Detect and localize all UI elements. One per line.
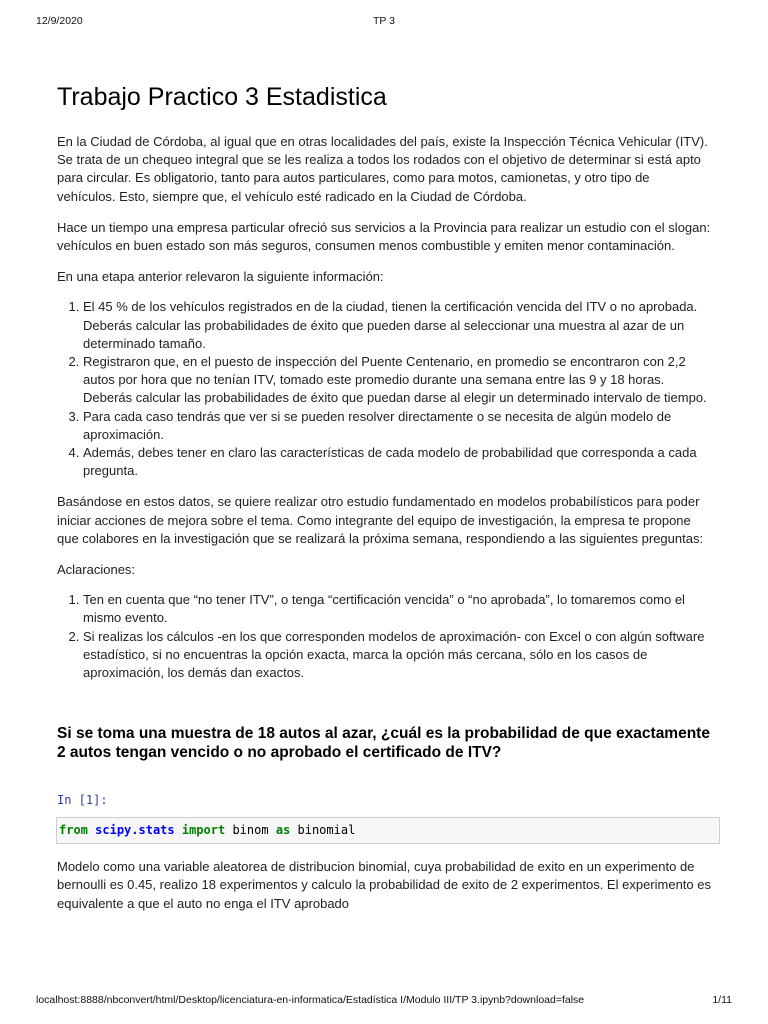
cell-prompt: In [1]:: [57, 793, 108, 808]
aclaraciones-list: [57, 591, 711, 682]
list-item: 1. Ten en cuenta que “no tener ITV”, o tenga “certificación vencida” o “no aprobada”, lo tomaremos como el mismo evento.: [83, 591, 711, 627]
code-alias: binomial: [297, 823, 356, 838]
code-module: scipy.stats: [95, 823, 175, 838]
code-cell[interactable]: [56, 817, 720, 844]
page-number: 1/11: [712, 994, 732, 1006]
list-item: 3. Para cada caso tendrás que ver si se pueden resolver directamente o se necesita de algún modelo de aproximación.: [83, 408, 711, 444]
slogan-paragraph: Hace un tiempo una empresa particular ofreció sus servicios a la Provincia para realizar un estudio con el slogan: vehículos en buen estado son más seguros, consumen menos combustible y emiten menor contaminación.: [57, 219, 711, 254]
code-keyword-import: import: [181, 823, 226, 838]
code-keyword-from: from: [59, 823, 88, 838]
info-intro-paragraph: En una etapa anterior relevaron la siguiente información:: [57, 269, 384, 285]
print-url: localhost:8888/nbconvert/html/Desktop/licenciatura-en-informatica/Estadística I/Modulo III/TP 3.ipynb?download=false: [36, 994, 585, 1006]
study-paragraph: Basándose en estos datos, se quiere realizar otro estudio fundamentado en modelos probabilísticos para poder iniciar acciones de mejora sobre el tema. Como integrante del equipo de investigación, la empresa te propone que colabores en la investigación que se realizará la próxima semana, respondiendo a las siguientes preguntas:: [57, 494, 704, 546]
print-footer: [0, 994, 768, 1008]
list-item: 2. Si realizas los cálculos -en los que corresponden modelos de aproximación- con Excel o con algún software estadístico, si no encuentras la opción exacta, marca la opción más cercana, sólo en los casos de aproximación, los demás dan exactos.: [83, 628, 711, 683]
model-paragraph: Modelo como una variable aleatorea de distribucion binomial, cuya probabilidad de exito en un experimento de bernoulli es 0.45, realizo 18 experimentos y calculo la probabilidad de exito de 2 experimentos. El experimento es equivalente a que el auto no enga el ITV aprobado: [57, 859, 711, 911]
print-title: TP 3: [373, 15, 395, 27]
code-name: binom: [232, 823, 269, 838]
print-header: [0, 15, 768, 29]
list-item: 1. El 45 % de los vehículos registrados en de la ciudad, tienen la certificación vencida del ITV o no aprobada. Deberás calcular las probabilidades de éxito que pueden darse al seleccionar una muestra al azar de un determinado tamaño.: [83, 298, 711, 353]
question-heading: Si se toma una muestra de 18 autos al azar, ¿cuál es la probabilidad de que exactamente 2 autos tengan vencido o no aprobado el certificado de ITV?: [57, 725, 710, 762]
page-title: Trabajo Practico 3 Estadistica: [57, 83, 387, 111]
info-list: [57, 298, 711, 480]
list-item: 2. Registraron que, en el puesto de inspección del Puente Centenario, en promedio se encontraron con 2,2 autos por hora que no tenían ITV, tomado este promedio durante una semana entre las 9 y 18 horas. Deberás calcular las probabilidades de éxito que puedan darse al elegir un determinado intervalo de tiempo.: [83, 353, 711, 408]
code-keyword-as: as: [275, 823, 291, 838]
print-date: 12/9/2020: [36, 15, 83, 27]
aclaraciones-heading: Aclaraciones:: [57, 562, 136, 578]
notebook-content: [57, 80, 711, 913]
list-item: 4. Además, debes tener en claro las características de cada modelo de probabilidad que corresponda a cada pregunta.: [83, 444, 711, 480]
intro-paragraph: En la Ciudad de Córdoba, al igual que en otras localidades del país, existe la Inspección Técnica Vehicular (ITV). Se trata de un chequeo integral que se les realiza a todos los rodados con el objetivo de determinar si está apto para circular. Es obligatorio, tanto para autos particulares, como para motos, camionetas, y otro tipo de vehículos. Esto, siempre que, el vehículo esté radicado en la Ciudad de Córdoba.: [57, 134, 708, 204]
